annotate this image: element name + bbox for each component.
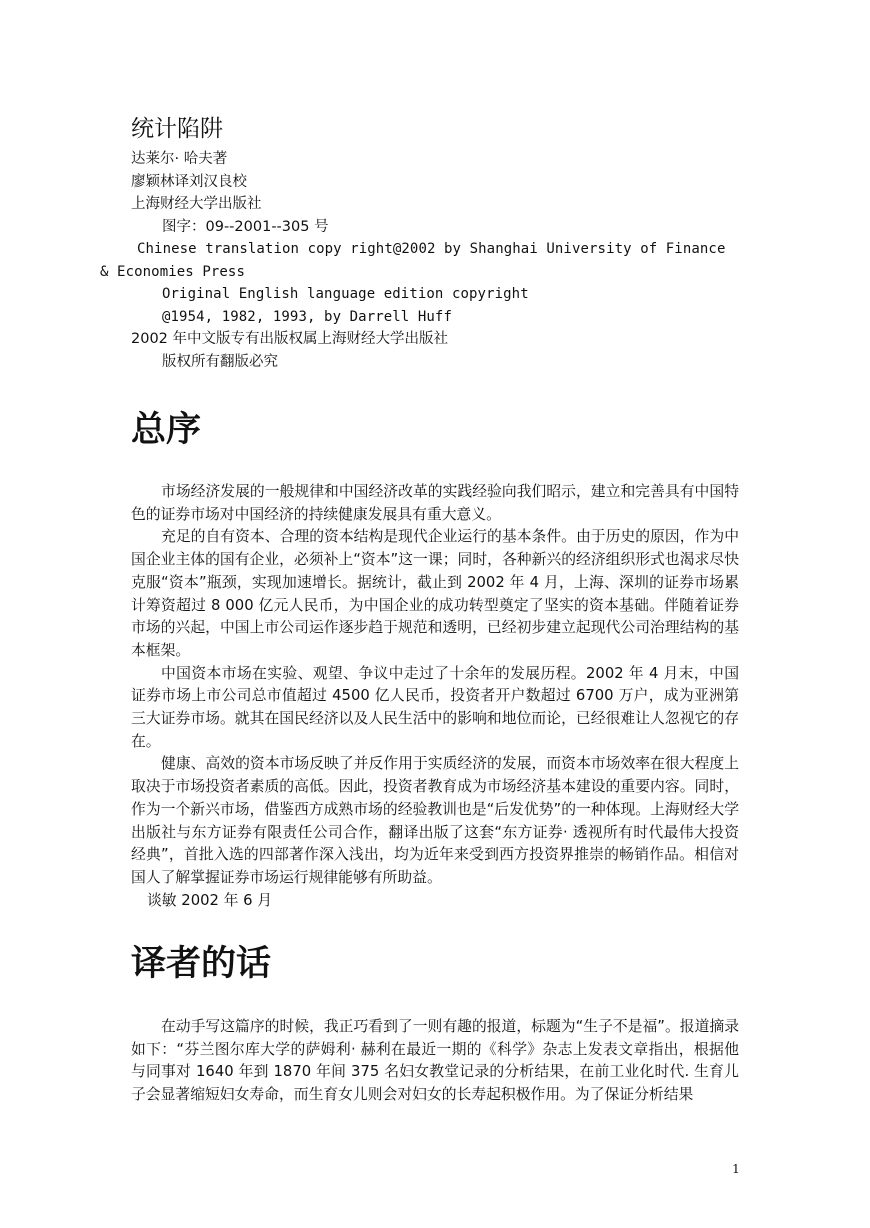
preface-paragraph-2: 充足的自有资本、合理的资本结构是现代企业运行的基本条件。由于历史的原因，作为中国企业主体的国有企业，必须补上“资本”这一课；同时，各种新兴的经济组织形式也渴求尽快克服“资本”瓶颈，实现加速增长。据统计，截止到 2002 年 4 月，上海、深圳的证券市场累计筹资超过 8 000 亿元人民币，为中国企业的成功转型奠定了坚实的资本基础。伴随着证券市场的兴起，中国上市公司运作逐步趋于规范和透明，已经初步建立起现代公司治理结构的基本框架。 <box>131 528 739 659</box>
rights-reserved-line: 版权所有翻版必究 <box>162 353 278 370</box>
copyright-english-line-2: Original English language edition copyright <box>162 286 529 302</box>
author-line: 达莱尔· 哈夫著 <box>131 151 228 167</box>
page-number: 1 <box>732 1162 740 1176</box>
translator-note-heading: 译者的话 <box>131 944 272 984</box>
copyright-english-line-3: @1954, 1982, 1993, by Darrell Huff <box>162 308 452 325</box>
copyright-page-block <box>100 148 741 373</box>
translator-note-body <box>131 1016 739 1107</box>
copyright-english-line-1: Chinese translation copy right@2002 by Shanghai University of Finance & Economies Press <box>100 241 726 280</box>
book-title: 统计陷阱 <box>131 116 223 142</box>
preface-paragraph-3: 中国资本市场在实验、观望、争议中走过了十余年的发展历程。2002 年 4 月末，中国证券市场上市公司总市值超过 4500 亿人民币，投资者开户数超过 6700 万户，成为亚洲第三大证券市场。就其在国民经济以及人民生活中的影响和地位而论，已经很难让人忽视它的存在。 <box>131 664 739 750</box>
preface-signature: 谈敏 2002 年 6 月 <box>147 891 273 909</box>
preface-body <box>131 481 739 912</box>
preface-paragraph-4: 健康、高效的资本市场反映了并反作用于实质经济的发展，而资本市场效率在很大程度上取决于市场投资者素质的高低。因此，投资者教育成为市场经济基本建设的重要内容。同时，作为一个新兴市场，借鉴西方成熟市场的经验教训也是“后发优势”的一种体现。上海财经大学出版社与东方证券有限责任公司合作，翻译出版了这套“东方证券· 透视所有时代最伟大投资经典”，首批入选的四部著作深入浅出，均为近年来受到西方投资界推崇的畅销作品。相信对国人了解掌握证券市场运行规律能够有所助益。 <box>131 755 739 886</box>
publisher-line: 上海财经大学出版社 <box>131 196 262 212</box>
preface-heading: 总序 <box>131 410 202 450</box>
translator-note-paragraph-1: 在动手写这篇序的时候，我正巧看到了一则有趣的报道，标题为“生子不是福”。报道摘录如下：“芬兰图尔库大学的萨姆利· 赫利在最近一期的《科学》杂志上发表文章指出，根据他与同事对 1640 年到 1870 年间 375 名妇女教堂记录的分析结果，在前工业化时代. 生育儿子会显著缩短妇女寿命，而生育女儿则会对妇女的长寿起积极作用。为了保证分析结果 <box>131 1018 739 1104</box>
preface-paragraph-1: 市场经济发展的一般规律和中国经济改革的实践经验向我们昭示，建立和完善具有中国特色的证券市场对中国经济的持续健康发展具有重大意义。 <box>131 483 739 523</box>
copyright-chinese-line: 2002 年中文版专有出版权属上海财经大学出版社 <box>131 331 449 347</box>
registration-number: 图字：09--2001--305 号 <box>162 218 329 235</box>
translator-line: 廖颖林译刘汉良校 <box>131 173 247 190</box>
